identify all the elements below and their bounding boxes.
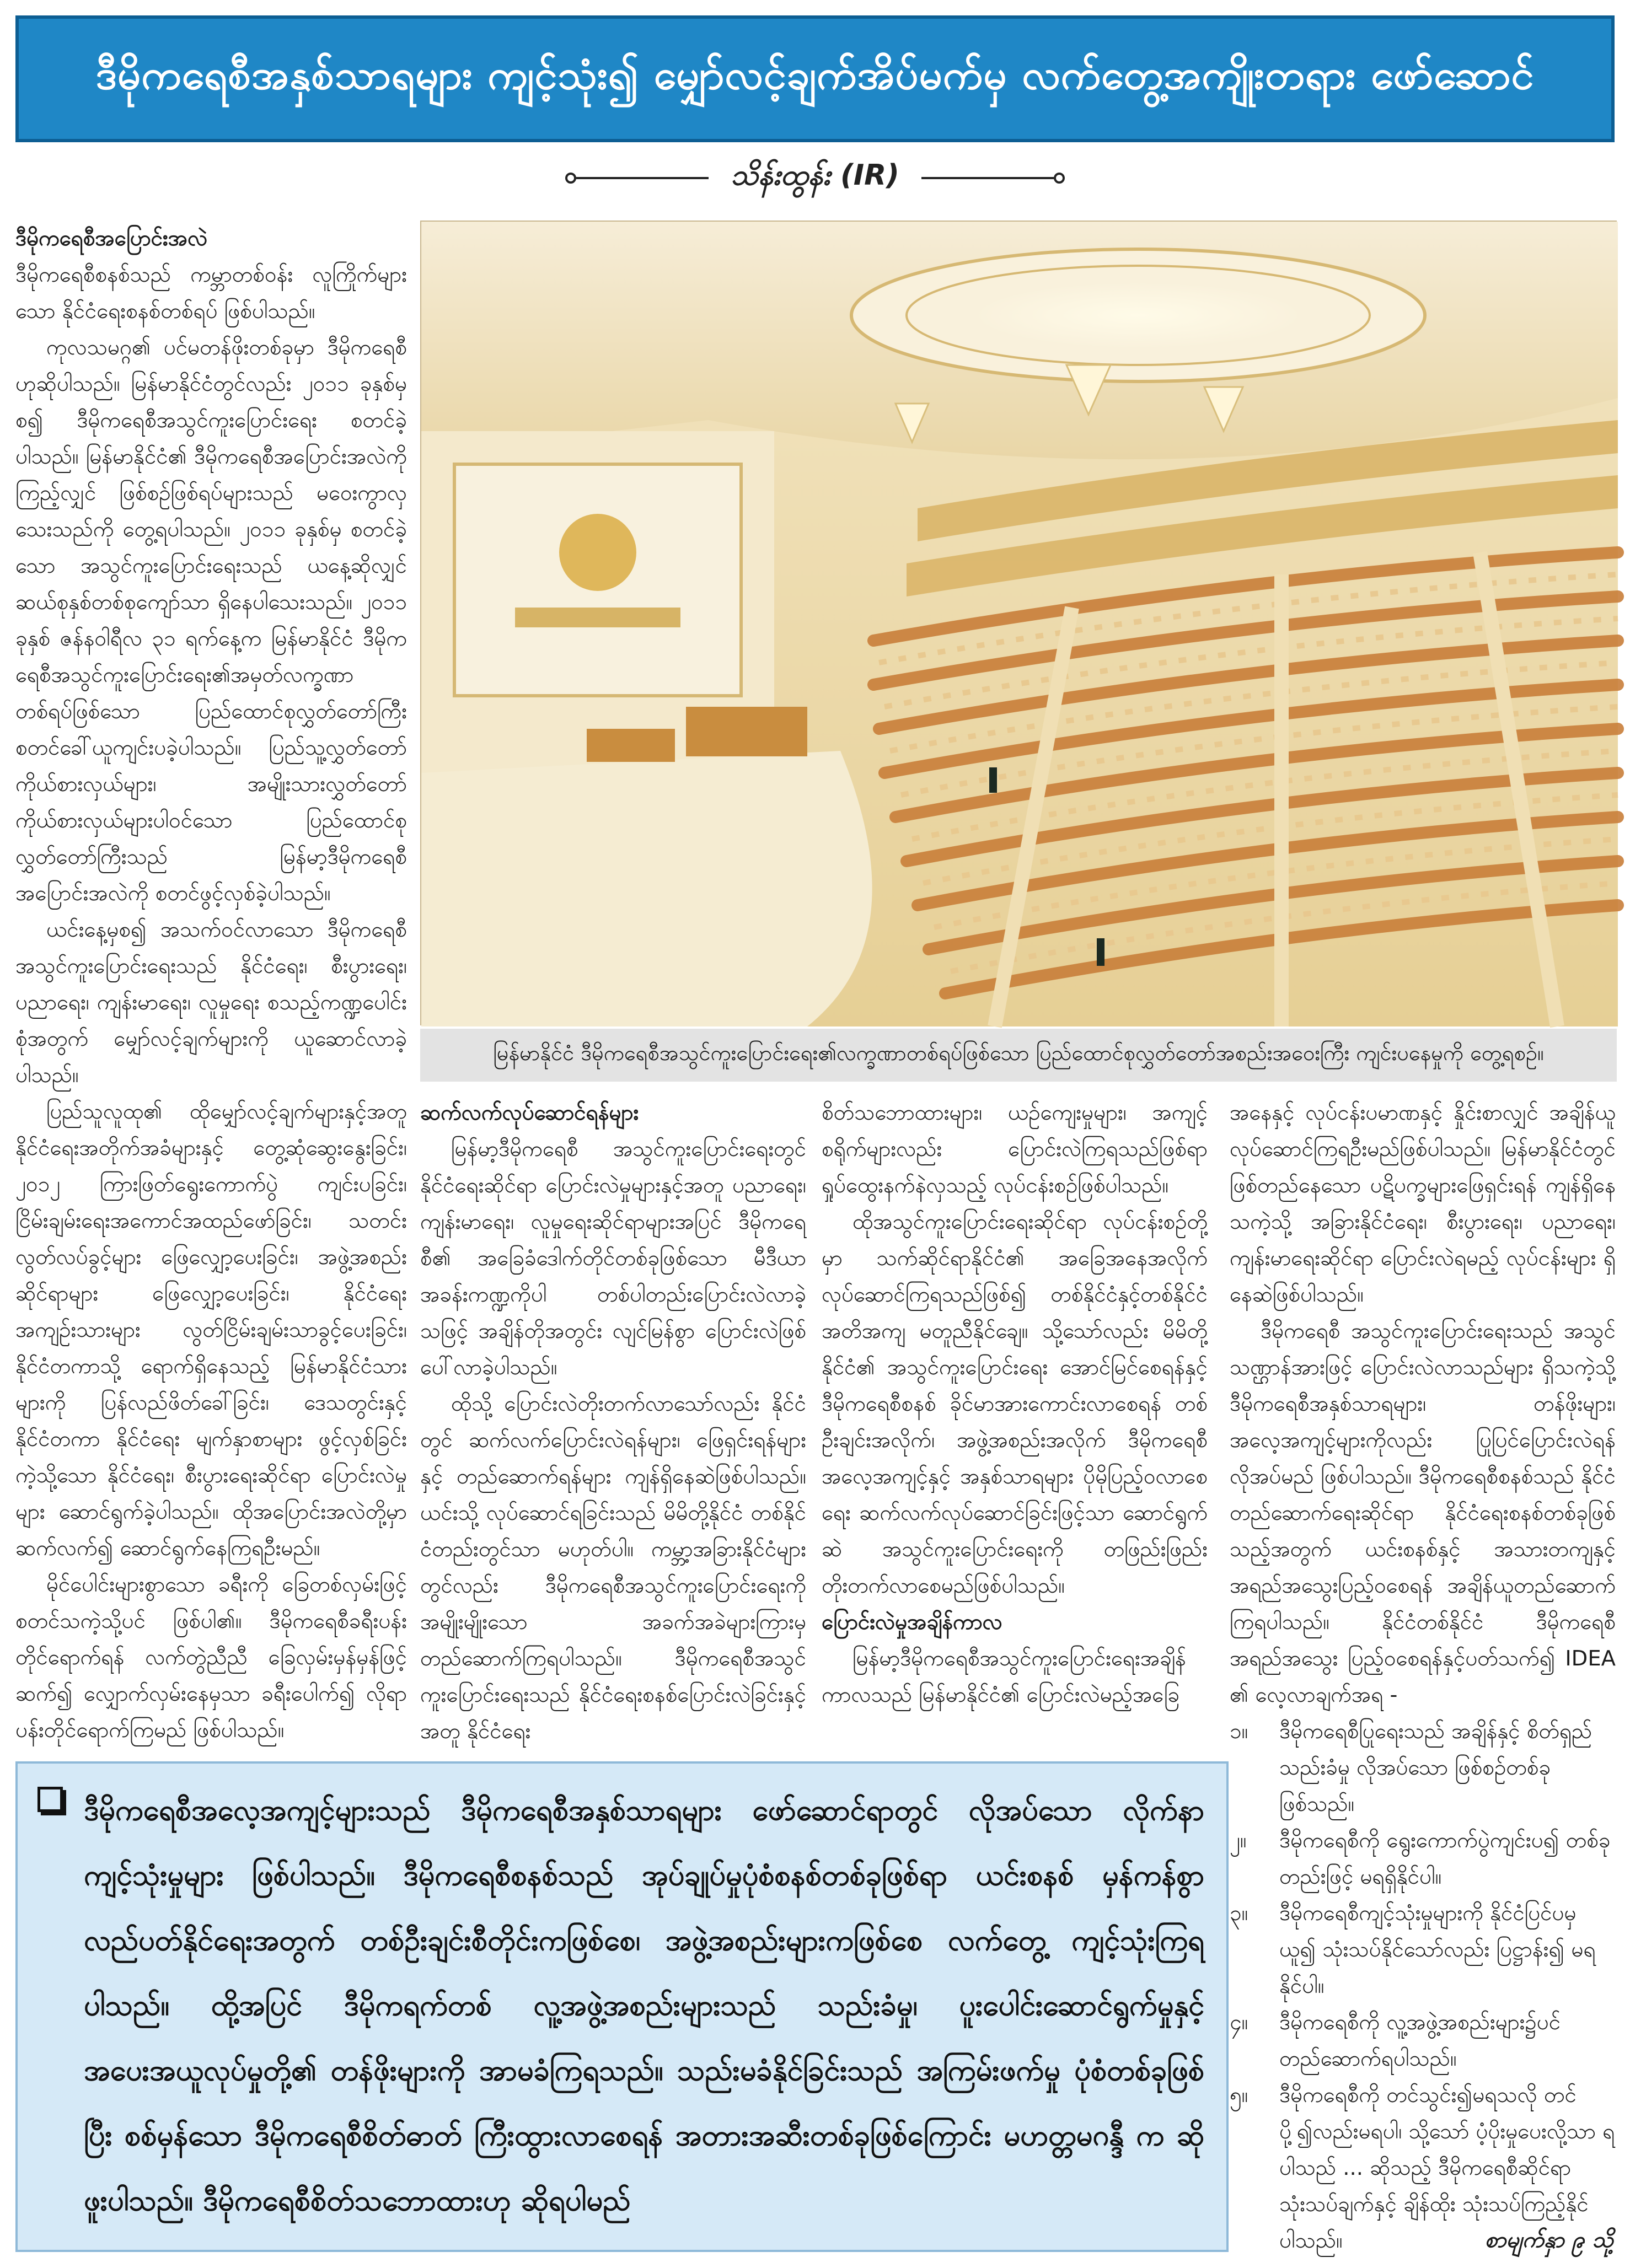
byline-row <box>0 148 1630 208</box>
paragraph: မြန်မာ့ဒီမိုကရေစီ အသွင်ကူးပြောင်းရေးတွင် နိုင်ငံရေးဆိုင်ရာ ပြောင်းလဲမှုများနှင့်အတူ ပညာရေး၊ ကျန်းမာရေး၊ လူမှုရေးဆိုင်ရာများအပြင် ဒီမိုကရေစီ၏ အခြေခံဒေါက်တိုင်တစ်ခုဖြစ်သော မီဒီယာအခန်းကဏ္ဍကိုပါ တစ်ပါတည်းပြောင်းလဲလာခဲ့သဖြင့် အချိန်တိုအတွင်း လျင်မြန်စွာ ပြောင်းလဲဖြစ်ပေါ်လာခဲ့ပါသည်။ <box>420 1137 806 1380</box>
paragraph: ယင်းနေ့မှစ၍ အသက်ဝင်လာသော ဒီမိုကရေစီအသွင်ကူးပြောင်းရေးသည် နိုင်ငံရေး၊ စီးပွားရေး၊ ပညာရေး၊ ကျန်းမာရေး၊ လူမှုရေး စသည့်ကဏ္ဍပေါင်းစုံအတွက် မျှော်လင့်ချက်များကို ယူဆောင်လာခဲ့ပါသည်။ <box>15 917 407 1088</box>
paragraph: မြန်မာ့ဒီမိုကရေစီအသွင်ကူးပြောင်းရေးအချိန်ကာလသည် မြန်မာနိုင်ငံ၏ ပြောင်းလဲမည့်အခြေ <box>822 1646 1186 1707</box>
paragraph: အနေနှင့် လုပ်ငန်းပမာဏနှင့် နှိုင်းစာလျှင် အချိန်ယူလုပ်ဆောင်ကြရဦးမည်ဖြစ်ပါသည်။ မြန်မာနိုင်ငံတွင် ဖြစ်တည်နေသော ပဋိပက္ခများဖြေရှင်းရန် ကျန်ရှိနေသကဲ့သို့ အခြားနိုင်ငံရေး၊ စီးပွားရေး၊ ပညာရေး၊ ကျန်းမာရေးဆိုင်ရာ ပြောင်းလဲရမည့် လုပ်ငန်းများ ရှိနေဆဲဖြစ်ပါသည်။ <box>1230 1100 1616 1307</box>
photo-caption <box>420 1029 1617 1082</box>
list-item: ၂။ ဒီမိုကရေစီကို ရွေးကောက်ပွဲကျင်းပ၍ တစ်ခုတည်းဖြင့် မရရှိနိုင်ပါ။ <box>1230 1828 1611 1889</box>
list-item: ၁။ ဒီမိုကရေစီပြုရေးသည် အချိန်နှင့် စိတ်ရှည်သည်းခံမှု လိုအပ်သော ဖြစ်စဉ်တစ်ခု ဖြစ်သည်။ <box>1230 1719 1593 1816</box>
title-banner <box>15 15 1615 142</box>
pull-quote-box <box>15 1761 1229 2252</box>
column-2 <box>420 1095 806 1756</box>
parliament-hall-photo <box>420 221 1617 1025</box>
section-heading: ပြောင်းလဲမှုအချိန်ကာလ <box>822 1610 1002 1635</box>
paragraph: ဒီမိုကရေစီစနစ်သည် ကမ္ဘာတစ်ဝန်း လူကြိုက်များသော နိုင်ငံရေးစနစ်တစ်ရပ် ဖြစ်ပါသည်။ <box>15 262 407 324</box>
paragraph: ထိုအသွင်ကူးပြောင်းရေးဆိုင်ရာ လုပ်ငန်းစဉ်တို့မှာ သက်ဆိုင်ရာနိုင်ငံ၏ အခြေအနေအလိုက် လုပ်ဆောင်ကြရသည်ဖြစ်၍ တစ်နိုင်ငံနှင့်တစ်နိုင်ငံ အတိအကျ မတူညီနိုင်ချေ။ သို့သော်လည်း မိမိတို့နိုင်ငံ၏ အသွင်ကူးပြောင်းရေး အောင်မြင်စေရန်နှင့် ဒီမိုကရေစီစနစ် ခိုင်မာအားကောင်းလာစေရန် တစ်ဦးချင်းအလိုက်၊ အဖွဲ့အစည်းအလိုက် ဒီမိုကရေစီ အလေ့အကျင့်နှင့် အနှစ်သာရများ ပိုမိုပြည့်ဝလာစေရေး ဆက်လက်လုပ်ဆောင်ခြင်းဖြင့်သာ ဆောင်ရွက်ဆဲ အသွင်ကူးပြောင်းရေးကို တဖြည်းဖြည်း တိုးတက်လာစေမည်ဖြစ်ပါသည်။ <box>822 1210 1208 1598</box>
paragraph: မိုင်ပေါင်းများစွာသော ခရီးကို ခြေတစ်လှမ်းဖြင့် စတင်သကဲ့သို့ပင် ဖြစ်ပါ၏။ ဒီမိုကရေစီခရီးပန်းတိုင်ရောက်ရန် လက်တွဲညီညီ ခြေလှမ်းမှန်မှန်ဖြင့် ဆက်၍ လျှောက်လှမ်းနေမှသာ ခရီးပေါက်၍ လိုရာပန်းတိုင်ရောက်ကြမည် ဖြစ်ပါသည်။ <box>15 1572 407 1743</box>
left-ornament <box>565 173 709 184</box>
author-byline: သိန်းထွန်း (IR) <box>731 159 899 192</box>
paragraph: ဒီမိုကရေစီ အသွင်ကူးပြောင်းရေးသည် အသွင်သဏ္ဌာန်အားဖြင့် ပြောင်းလဲလာသည်များ ရှိသကဲ့သို့ ဒီမိုကရေစီအနှစ်သာရများ၊ တန်ဖိုးများ၊ အလေ့အကျင့်များကိုလည်း ပြုပြင်ပြောင်းလဲရန် လိုအပ်မည် ဖြစ်ပါသည်။ ဒီမိုကရေစီစနစ်သည် နိုင်ငံတည်ဆောက်ရေးဆိုင်ရာ နိုင်ငံရေးစနစ်တစ်ခုဖြစ်သည့်အတွက် ယင်းစနစ်နှင့် အသားတကျနှင့် အရည်အသွေးပြည့်ဝစေရန် အချိန်ယူတည်ဆောက်ကြရပါသည်။ နိုင်ငံတစ်နိုင်ငံ ဒီမိုကရေစီအရည်အသွေး ပြည့်ဝစေရန်နှင့်ပတ်သက်၍ IDEA ၏ လေ့လာချက်အရ - <box>1230 1319 1616 1707</box>
paragraph: ကုလသမဂ္ဂ၏ ပင်မတန်ဖိုးတစ်ခုမှာ ဒီမိုကရေစီဟုဆိုပါသည်။ မြန်မာနိုင်ငံတွင်လည်း ၂၀၁၁ ခုနှစ်မှစ၍ ဒီမိုကရေစီအသွင်ကူးပြောင်းရေး စတင်ခဲ့ပါသည်။ မြန်မာနိုင်ငံ၏ ဒီမိုကရေစီအပြောင်းအလဲကို ကြည့်လျှင် ဖြစ်စဉ်ဖြစ်ရပ်များသည် မဝေးကွာလှသေးသည်ကို တွေ့ရပါသည်။ ၂၀၁၁ ခုနှစ်မှ စတင်ခဲ့သော အသွင်ကူးပြောင်းရေးသည် ယနေ့ဆိုလျှင် ဆယ်စုနှစ်တစ်စုကျော်သာ ရှိနေပါသေးသည်။ ၂၀၁၁ ခုနှစ် ဇန်နဝါရီလ ၃၁ ရက်နေ့က မြန်မာနိုင်ငံ ဒီမိုကရေစီအသွင်ကူးပြောင်းရေး၏အမှတ်လက္ခဏာ တစ်ရပ်ဖြစ်သော ပြည်ထောင်စုလွှတ်တော်ကြီး စတင်ခေါ်ယူကျင်းပခဲ့ပါသည်။ ပြည်သူ့လွှတ်တော်ကိုယ်စားလှယ်များ၊ အမျိုးသားလွှတ်တော်ကိုယ်စားလှယ်များပါဝင်သော ပြည်ထောင်စုလွှတ်တော်ကြီးသည် မြန်မာ့ဒီမိုကရေစီ အပြောင်းအလဲကို စတင်ဖွင့်လှစ်ခဲ့ပါသည်။ <box>15 335 407 906</box>
idea-findings-list <box>1230 1713 1616 2259</box>
list-item: ၅။ ဒီမိုကရေစီကို တင်သွင်း၍မရသလို တင်ပို့၍လည်းမရပါ၊ သို့သော် ပံ့ပိုးမှုပေးလို့သာ ရပါသည် ... ဆိုသည့် ဒီမိုကရေစီဆိုင်ရာ သုံးသပ်ချက်နှင့် ချိန်ထိုး သုံးသပ်ကြည့်နိုင်ပါသည်။ <box>1230 2083 1615 2253</box>
column-1 <box>15 221 407 1753</box>
list-item: ၃။ ဒီမိုကရေစီကျင့်သုံးမှုများကို နိုင်ငံပြင်ပမှ ယူ၍ သုံးသပ်နိုင်သော်လည်း ပြဋ္ဌာန်း၍ မရနိုင်ပါ။ <box>1230 1901 1596 1998</box>
right-ornament <box>921 173 1065 184</box>
article-title: ဒီမိုကရေစီအနှစ်သာရများ ကျင့်သုံး၍ မျှော်လင့်ချက်အိပ်မက်မှ လက်တွေ့အကျိုးတရား ဖော်ဆောင် <box>95 51 1535 99</box>
column-3 <box>822 1095 1208 1756</box>
photo-caption-text: မြန်မာနိုင်ငံ ဒီမိုကရေစီအသွင်ကူးပြောင်းရေး၏လက္ခဏာတစ်ရပ်ဖြစ်သော ပြည်ထောင်စုလွှတ်တော်အစည်းအဝေးကြီး ကျင်းပနေမှုကို တွေ့ရစဉ်။ <box>493 1041 1544 1065</box>
section-heading: ဒီမိုကရေစီအပြောင်းအလဲ <box>15 226 208 251</box>
pull-quote-text: ဒီမိုကရေစီအလေ့အကျင့်များသည် ဒီမိုကရေစီအနှစ်သာရများ ဖော်ဆောင်ရာတွင် လိုအပ်သော လိုက်နာကျင့်သုံးမှုများ ဖြစ်ပါသည်။ ဒီမိုကရေစီစနစ်သည် အုပ်ချုပ်မှုပုံစံစနစ်တစ်ခုဖြစ်ရာ ယင်းစနစ် မှန်ကန်စွာလည်ပတ်နိုင်ရေးအတွက် တစ်ဦးချင်းစီတိုင်းကဖြစ်စေ၊ အဖွဲ့အစည်းများကဖြစ်စေ လက်တွေ့ ကျင့်သုံးကြရပါသည်။ ထို့အပြင် ဒီမိုကရက်တစ် လူ့အဖွဲ့အစည်းများသည် သည်းခံမှု၊ ပူးပေါင်းဆောင်ရွက်မှုနှင့် အပေးအယူလုပ်မှုတို့၏ တန်ဖိုးများကို အာမခံကြရသည်။ သည်းမခံနိုင်ခြင်းသည် အကြမ်းဖက်မှု ပုံစံတစ်ခုဖြစ်ပြီး စစ်မှန်သော ဒီမိုကရေစီစိတ်ဓာတ် ကြီးထွားလာစေရန် အတားအဆီးတစ်ခုဖြစ်ကြောင်း မဟတ္တမဂန္ဒီ က ဆိုဖူးပါသည်။ ဒီမိုကရေစီစိတ်သဘောထားဟု ဆိုရပါမည် <box>84 1794 1204 2217</box>
paragraph: စိတ်သဘောထားများ၊ ယဉ်ကျေးမှုများ၊ အကျင့်စရိုက်များလည်း ပြောင်းလဲကြရသည်ဖြစ်ရာ ရှုပ်ထွေးနက်နဲလှသည့် လုပ်ငန်းစဉ်ဖြစ်ပါသည်။ <box>822 1100 1208 1198</box>
paragraph: ပြည်သူလူထု၏ ထိုမျှော်လင့်ချက်များနှင့်အတူ နိုင်ငံရေးအတိုက်အခံများနှင့် တွေ့ဆုံဆွေးနွေးခြင်း၊ ၂၀၁၂ ကြားဖြတ်ရွေးကောက်ပွဲ ကျင်းပခြင်း၊ ငြိမ်းချမ်းရေးအကောင်အထည်ဖော်ခြင်း၊ သတင်းလွတ်လပ်ခွင့်များ ဖြေလျှော့ပေးခြင်း၊ အဖွဲ့အစည်းဆိုင်ရာများ ဖြေလျှော့ပေးခြင်း၊ နိုင်ငံရေးအကျဉ်းသားများ လွတ်ငြိမ်းချမ်းသာခွင့်ပေးခြင်း၊ နိုင်ငံတကာသို့ ရောက်ရှိနေသည့် မြန်မာနိုင်ငံသားများကို ပြန်လည်ဖိတ်ခေါ်ခြင်း၊ ဒေသတွင်းနှင့် နိုင်ငံတကာ နိုင်ငံရေး မျက်နှာစာများ ဖွင့်လှစ်ခြင်းကဲ့သို့သော နိုင်ငံရေး၊ စီးပွားရေးဆိုင်ရာ ပြောင်းလဲမှုများ ဆောင်ရွက်ခဲ့ပါသည်။ ထိုအပြောင်းအလဲတို့မှာ ဆက်လက်၍ ဆောင်ရွက်နေကြရဦးမည်။ <box>15 1099 407 1561</box>
paragraph: ထိုသို့ ပြောင်းလဲတိုးတက်လာသော်လည်း နိုင်ငံတွင် ဆက်လက်ပြောင်းလဲရန်များ၊ ဖြေရှင်းရန်များနှင့် တည်ဆောက်ရန်များ ကျန်ရှိနေဆဲဖြစ်ပါသည်။ ယင်းသို့ လုပ်ဆောင်ရခြင်းသည် မိမိတို့နိုင်ငံ တစ်နိုင်ငံတည်းတွင်သာ မဟုတ်ပါ။ ကမ္ဘာ့အခြားနိုင်ငံများတွင်လည်း ဒီမိုကရေစီအသွင်ကူးပြောင်းရေးကို အမျိုးမျိုးသော အခက်အခဲများကြားမှ တည်ဆောက်ကြရပါသည်။ ဒီမိုကရေစီအသွင်ကူးပြောင်းရေးသည် နိုင်ငံရေးစနစ်ပြောင်းလဲခြင်းနှင့်အတူ နိုင်ငံရေး <box>420 1391 806 1744</box>
list-item: ၄။ ဒီမိုကရေစီကို လူ့အဖွဲ့အစည်းများ၌ပင် တည်ဆောက်ရပါသည်။ <box>1230 2010 1561 2071</box>
section-heading: ဆက်လက်လုပ်ဆောင်ရန်များ <box>420 1100 639 1125</box>
checkbox-bullet-icon <box>37 1787 63 1812</box>
continued-on-page: စာမျက်နှာ ၉ သို့ <box>1484 2227 1613 2253</box>
